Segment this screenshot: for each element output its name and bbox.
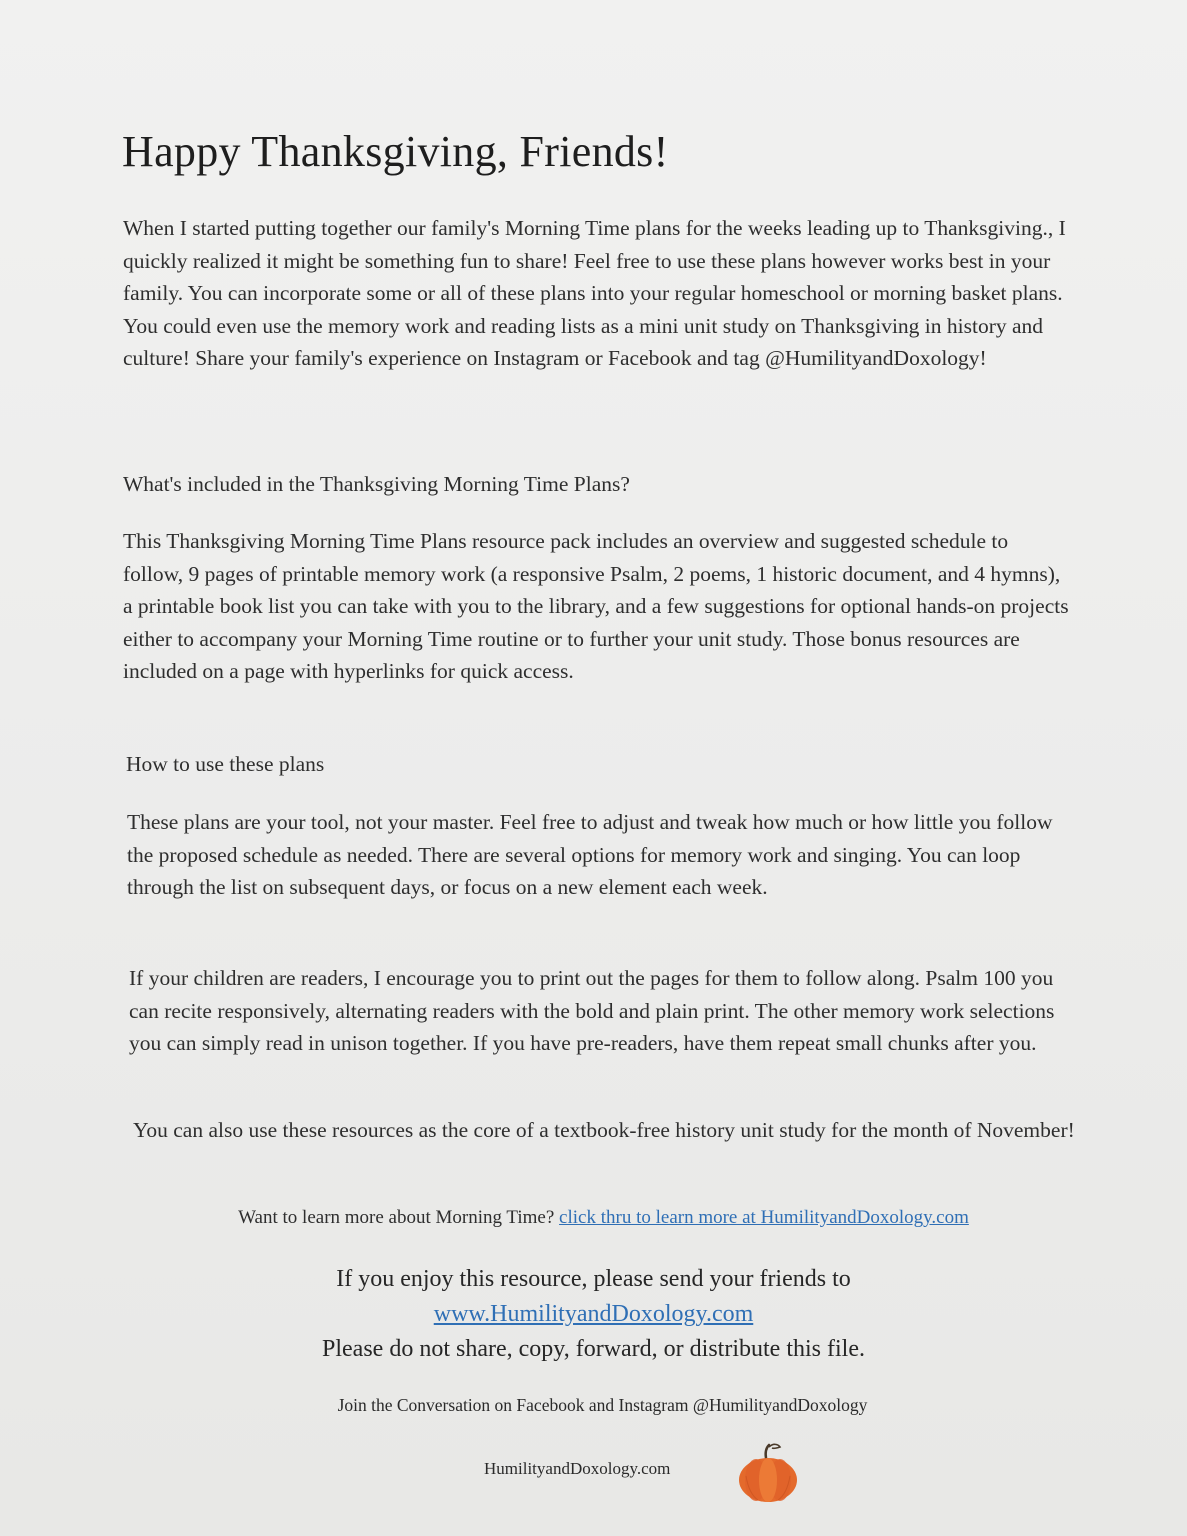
footer-site-name: HumilityandDoxology.com [484, 1459, 671, 1478]
share-notice: Please do not share, copy, forward, or distribute this file. [322, 1336, 865, 1362]
included-paragraph: This Thanksgiving Morning Time Plans resource pack includes an overview and suggested schedule to follow, 9 pages of printable memory work (a responsive Psalm, 2 poems, 1 historic document, and 4 hymns), a printable book list you can take with you to the library, and a few suggestions for optional hands-on projects either to accompany your Morning Time routine or to further your unit study. Those bonus resources are included on a page with hyperlinks for quick access. [123, 529, 1069, 683]
footer-brand [470, 1434, 810, 1504]
enjoy-line: If you enjoy this resource, please send your friends to [336, 1266, 851, 1292]
enjoy-block [0, 1262, 1187, 1367]
site-link[interactable]: www.HumilityandDoxology.com [433, 1301, 754, 1327]
tool-paragraph: These plans are your tool, not your master. Feel free to adjust and tweak how much or how little you follow the proposed schedule as needed. There are several options for memory work and singing. You can loop through the list on subsequent days, or focus on a new element each week. [127, 810, 1053, 899]
included-heading: What's included in the Thanksgiving Morning Time Plans? [123, 472, 630, 496]
textbook-paragraph: You can also use these resources as the core of a textbook-free history unit study for the month of November! [133, 1118, 1075, 1142]
page-title: Happy Thanksgiving, Friends! [122, 127, 669, 176]
howto-heading: How to use these plans [126, 752, 325, 776]
readers-paragraph: If your children are readers, I encourage you to print out the pages for them to follow along. Psalm 100 you can recite responsively, alternating readers with the bold and plain print. The other memory work selections you can simply read in unison together. If you have pre-readers, have them repeat small chunks after you. [129, 966, 1055, 1055]
join-conversation-line: Join the Conversation on Facebook and Instagram @HumilityandDoxology [337, 1395, 868, 1415]
pumpkin-icon [736, 1442, 800, 1504]
learn-more-prefix: Want to learn more about Morning Time? [238, 1207, 555, 1228]
intro-paragraph: When I started putting together our family's Morning Time plans for the weeks leading up to Thanksgiving., I quickly realized it might be something fun to share! Feel free to use these plans however works best in your family. You can incorporate some or all of these plans into your regular homeschool or morning basket plans. You could even use the memory work and reading lists as a mini unit study on Thanksgiving in history and culture! Share your family's experience on Instagram or Facebook and tag @HumilityandDoxology! [123, 216, 1066, 370]
learn-more-link[interactable]: click thru to learn more at HumilityandDoxology.com [559, 1207, 969, 1228]
learn-more-line [0, 1204, 1187, 1232]
